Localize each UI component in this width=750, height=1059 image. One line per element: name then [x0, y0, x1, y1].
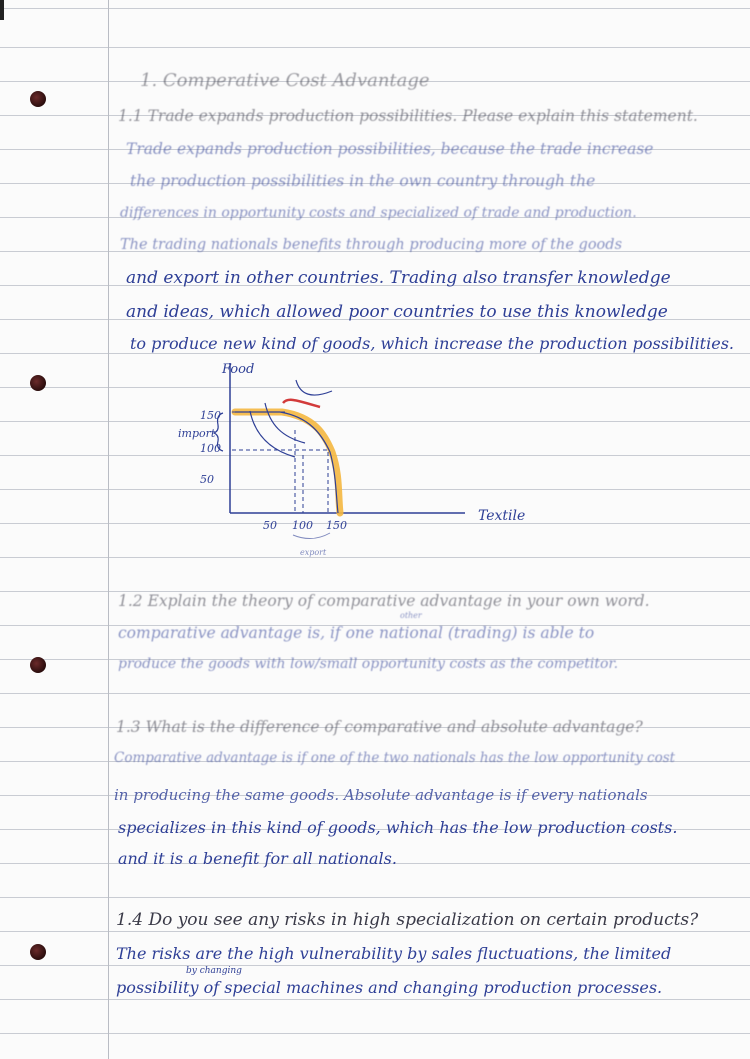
y-axis-label: Food [222, 362, 255, 377]
export-brace [293, 533, 330, 539]
question-1-3: 1.3 What is the difference of comparative and absolute advantage? [116, 718, 643, 736]
answer-1-1-line: and export in other countries. Trading also transfer knowledge [126, 268, 671, 288]
answer-1-4-line: The risks are the high vulnerability by sales fluctuations, the limited [116, 944, 672, 963]
answer-1-3-line: Comparative advantage is if one of the two nationals has the low opportunity cost [114, 750, 676, 766]
scan-mark [0, 0, 4, 20]
y-tick-label: 50 [200, 473, 214, 486]
answer-1-1-line: to produce new kind of goods, which increase the production possibilities. [130, 334, 734, 353]
x-tick-label: 100 [292, 519, 313, 532]
y-tick-label: 100 [200, 442, 221, 455]
question-1-4: 1.4 Do you see any risks in high specialization on certain products? [116, 910, 699, 930]
indifference-curve [296, 380, 332, 395]
x-tick-label: 150 [326, 519, 347, 532]
punch-hole [30, 944, 46, 960]
y-tick-label: 150 [200, 409, 221, 422]
answer-1-4-line: possibility of special machines and changing production processes. [116, 978, 663, 997]
punch-hole [30, 375, 46, 391]
punch-hole [30, 657, 46, 673]
answer-1-3-line: in producing the same goods. Absolute advantage is if every nationals [114, 786, 648, 804]
question-1-2: 1.2 Explain the theory of comparative advantage in your own word. [118, 592, 650, 610]
answer-1-1-line: The trading nationals benefits through producing more of the goods [120, 237, 623, 253]
import-label: import [178, 427, 216, 440]
answer-1-2-line: produce the goods with low/small opportunity costs as the competitor. [118, 656, 619, 672]
answer-1-1-line: the production possibilities in the own country through the [130, 172, 596, 190]
red-indifference-curve [283, 400, 320, 407]
answer-1-3-line: and it is a benefit for all nationals. [118, 849, 397, 868]
answer-1-4-insert: by changing [186, 966, 242, 976]
answer-1-2-line: comparative advantage is, if one national (trading) is able to [118, 624, 595, 642]
ppf-curve [235, 412, 338, 513]
ppf-graph [160, 355, 540, 565]
ppf-curve-highlight [235, 412, 340, 513]
x-tick-label: 50 [263, 519, 277, 532]
punch-hole [30, 91, 46, 107]
export-label: export [300, 548, 327, 557]
margin-line [108, 0, 109, 1059]
answer-1-1-line: and ideas, which allowed poor countries to use this knowledge [126, 302, 668, 322]
answer-1-2-insert: other [400, 611, 422, 620]
x-axis-label: Textile [478, 508, 526, 524]
question-1-1: 1.1 Trade expands production possibilities. Please explain this statement. [118, 107, 698, 125]
page-title: 1. Comperative Cost Advantage [140, 70, 430, 91]
answer-1-1-line: Trade expands production possibilities, because the trade increase [126, 140, 654, 158]
answer-1-1-line: differences in opportunity costs and specialized of trade and production. [120, 205, 637, 221]
answer-1-3-line: specializes in this kind of goods, which has the low production costs. [118, 818, 678, 837]
